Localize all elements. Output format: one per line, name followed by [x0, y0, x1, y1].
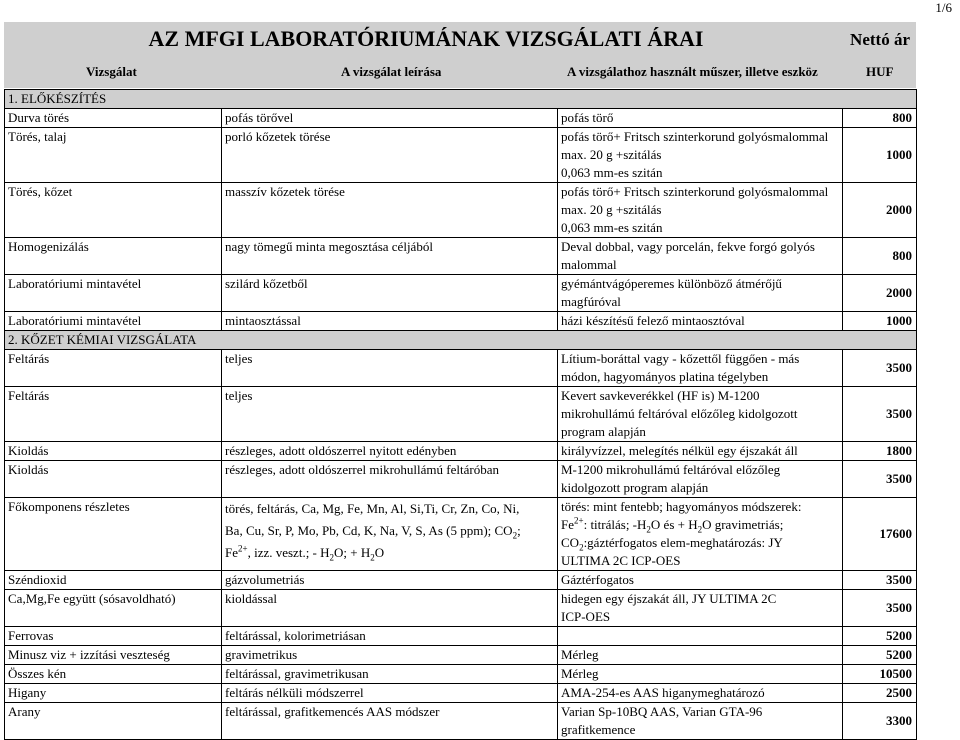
- price-cell: 1000: [843, 312, 917, 331]
- instrument-cell: [558, 571, 843, 590]
- description-cell: masszív kőzetek törése: [222, 183, 558, 238]
- price-cell: 800: [843, 109, 917, 128]
- instrument-line: [561, 516, 839, 534]
- text: CO: [561, 535, 580, 550]
- instrument-line: pofás törő+ Fritsch szinterkorund golyósmalommal: [561, 184, 829, 199]
- description-cell: feltárással, grafitkemencés AAS módszer: [222, 703, 558, 740]
- instrument-cell: [558, 665, 843, 684]
- instrument-cell: [558, 442, 843, 461]
- instrument-cell: [558, 387, 843, 442]
- instrument-line: 0,063 mm-es szitán: [561, 220, 663, 235]
- subscript: 2: [329, 552, 335, 563]
- page-title: AZ MFGI LABORATÓRIUMÁNAK VIZSGÁLATI ÁRAI: [148, 26, 704, 51]
- instrument-line: Gáztérfogatos: [561, 572, 634, 587]
- table-row: [5, 275, 917, 312]
- table-row: [5, 627, 917, 646]
- subscript: 2: [512, 530, 518, 541]
- description-line: [225, 542, 554, 564]
- price-cell: 2500: [843, 684, 917, 703]
- text: Fe: [561, 517, 574, 532]
- table-row: [5, 442, 917, 461]
- instrument-line: pofás törő: [561, 110, 614, 125]
- description-cell: részleges, adott oldószerrel nyitott edényben: [222, 442, 558, 461]
- instrument-cell: [558, 128, 843, 183]
- description-cell: feltárással, gravimetrikusan: [222, 665, 558, 684]
- subscript: 2: [646, 524, 651, 535]
- price-cell: 5200: [843, 627, 917, 646]
- description-cell: szilárd kőzetből: [222, 275, 558, 312]
- table-row: [5, 109, 917, 128]
- description-cell: feltárás nélküli módszerrel: [222, 684, 558, 703]
- price-cell: 5200: [843, 646, 917, 665]
- instrument-cell: [558, 238, 843, 275]
- description-cell: teljes: [222, 387, 558, 442]
- instrument-line: M-1200 mikrohullámú feltáróval előzőleg: [561, 462, 781, 477]
- text: Fe: [225, 545, 238, 560]
- instrument-line: házi készítésű felező mintaosztóval: [561, 313, 745, 328]
- test-name-cell: Széndioxid: [5, 571, 222, 590]
- instrument-line: királyvízzel, melegítés nélkül egy éjszakát áll: [561, 443, 798, 458]
- subscript: 2: [579, 542, 584, 553]
- description-cell: részleges, adott oldószerrel mikrohullámú feltáróban: [222, 461, 558, 498]
- test-name-cell: Feltárás: [5, 387, 222, 442]
- instrument-line: [561, 534, 839, 552]
- test-name-cell: Ferrovas: [5, 627, 222, 646]
- description-line: [225, 520, 554, 542]
- instrument-line: mikrohullámú feltáróval előzőleg kidolgozott: [561, 406, 798, 421]
- instrument-line: hidegen egy éjszakát áll, JY ULTIMA 2C: [561, 591, 777, 606]
- table-row: [5, 128, 917, 183]
- netto-price-label: Nettó ár: [850, 30, 910, 49]
- test-name-cell: Arany: [5, 703, 222, 740]
- table-row: [5, 498, 917, 571]
- price-list-header: [4, 22, 916, 88]
- price-cell: 1000: [843, 128, 917, 183]
- text: O; + H: [334, 545, 371, 560]
- instrument-line: Lítium-boráttal vagy - kőzettől függően - más: [561, 351, 800, 366]
- instrument-line: Deval dobbal, vagy porcelán, fekve forgó golyós: [561, 239, 815, 254]
- text: : titrálás; -H: [583, 517, 647, 532]
- instrument-cell: [558, 627, 843, 646]
- description-cell: teljes: [222, 350, 558, 387]
- instrument-line: 0,063 mm-es szitán: [561, 165, 663, 180]
- table-row: [5, 571, 917, 590]
- table-row: [5, 350, 917, 387]
- instrument-line: max. 20 g +szitálás: [561, 147, 662, 162]
- text: Ba, Cu, Sr, P, Mo, Pb, Cd, K, Na, V, S, As (5 ppm); CO: [225, 523, 513, 538]
- text: O és + H: [650, 517, 698, 532]
- instrument-cell: [558, 498, 843, 571]
- instrument-line: Kevert savkeverékkel (HF is) M-1200: [561, 388, 760, 403]
- test-name-cell: Homogenizálás: [5, 238, 222, 275]
- section2-title: 2. KŐZET KÉMIAI VIZSGÁLATA: [5, 331, 917, 350]
- instrument-line: Mérleg: [561, 647, 599, 662]
- instrument-cell: [558, 312, 843, 331]
- instrument-line: max. 20 g +szitálás: [561, 202, 662, 217]
- instrument-cell: [558, 684, 843, 703]
- superscript: 2+: [238, 543, 248, 554]
- test-name-cell: Törés, kőzet: [5, 183, 222, 238]
- col-header-muszer: A vizsgálathoz használt műszer, illetve eszköz: [567, 64, 818, 79]
- table-row: [5, 461, 917, 498]
- description-cell: mintaosztással: [222, 312, 558, 331]
- table-row: [5, 312, 917, 331]
- section1-title: 1. ELŐKÉSZÍTÉS: [5, 90, 917, 109]
- table-row: [5, 387, 917, 442]
- instrument-line: módon, hagyományos platina tégelyben: [561, 369, 769, 384]
- subscript: 2: [370, 552, 375, 563]
- text: :gáztérfogatos elem-meghatározás: JY: [583, 535, 783, 550]
- text: , izz. veszt.; - H: [247, 545, 330, 560]
- instrument-line: grafitkemence: [561, 722, 636, 737]
- instrument-cell: [558, 350, 843, 387]
- instrument-cell: [558, 646, 843, 665]
- text: ;: [517, 523, 521, 538]
- price-cell: 2000: [843, 275, 917, 312]
- test-name-cell: Durva törés: [5, 109, 222, 128]
- instrument-line: pofás törő+ Fritsch szinterkorund golyósmalommal: [561, 129, 829, 144]
- price-cell: 3500: [843, 461, 917, 498]
- instrument-line: ICP-OES: [561, 609, 611, 624]
- instrument-line: törés: mint fentebb; hagyományos módszerek:: [561, 499, 802, 514]
- test-name-cell: Feltárás: [5, 350, 222, 387]
- test-name-cell: Higany: [5, 684, 222, 703]
- price-cell: 3500: [843, 387, 917, 442]
- description-cell: kioldással: [222, 590, 558, 627]
- table-row: [5, 590, 917, 627]
- price-cell: 800: [843, 238, 917, 275]
- instrument-cell: [558, 590, 843, 627]
- subscript: 2: [697, 524, 703, 535]
- price-cell: 3500: [843, 571, 917, 590]
- table-row: [5, 684, 917, 703]
- price-cell: 2000: [843, 183, 917, 238]
- price-cell: 3500: [843, 350, 917, 387]
- col-header-huf: HUF: [866, 64, 894, 79]
- price-cell: 10500: [843, 665, 917, 684]
- instrument-cell: [558, 183, 843, 238]
- col-header-leiras: A vizsgálat leírása: [341, 64, 442, 79]
- section1-table: [4, 89, 917, 331]
- instrument-line: kidolgozott program alapján: [561, 480, 709, 495]
- price-cell: 1800: [843, 442, 917, 461]
- test-name-cell: Laboratóriumi mintavétel: [5, 312, 222, 331]
- description-cell: porló kőzetek törése: [222, 128, 558, 183]
- table-row: [5, 238, 917, 275]
- description-cell: [222, 498, 558, 571]
- instrument-line: gyémántvágóperemes különböző átmérőjű: [561, 276, 782, 291]
- instrument-line: malommal: [561, 257, 617, 272]
- table-row: [5, 665, 917, 684]
- test-name-cell: Minusz viz + izzítási veszteség: [5, 646, 222, 665]
- instrument-cell: [558, 703, 843, 740]
- price-cell: 3500: [843, 590, 917, 627]
- table-row: [5, 646, 917, 665]
- page-number: 1/6: [935, 0, 952, 15]
- description-line: törés, feltárás, Ca, Mg, Fe, Mn, Al, Si,Ti, Cr, Zn, Co, Ni,: [225, 501, 520, 516]
- instrument-cell: [558, 109, 843, 128]
- instrument-line: ULTIMA 2C ICP-OES: [561, 553, 681, 568]
- instrument-line: Varian Sp-10BQ AAS, Varian GTA-96: [561, 704, 763, 719]
- test-name-cell: Főkomponens részletes: [5, 498, 222, 571]
- instrument-line: AMA-254-es AAS higanymeghatározó: [561, 685, 765, 700]
- description-cell: gázvolumetriás: [222, 571, 558, 590]
- description-cell: feltárással, kolorimetriásan: [222, 627, 558, 646]
- test-name-cell: Laboratóriumi mintavétel: [5, 275, 222, 312]
- section2-table: [4, 330, 917, 740]
- text: O: [374, 545, 385, 560]
- table-row: [5, 183, 917, 238]
- test-name-cell: Kioldás: [5, 442, 222, 461]
- test-name-cell: Összes kén: [5, 665, 222, 684]
- col-header-vizsgalat: Vizsgálat: [86, 64, 137, 79]
- instrument-line: Mérleg: [561, 666, 599, 681]
- instrument-cell: [558, 275, 843, 312]
- test-name-cell: Kioldás: [5, 461, 222, 498]
- instrument-line: magfúróval: [561, 294, 621, 309]
- price-cell: 3300: [843, 703, 917, 740]
- price-cell: 17600: [843, 498, 917, 571]
- text: O gravimetriás;: [702, 517, 784, 532]
- test-name-cell: Törés, talaj: [5, 128, 222, 183]
- superscript: 2+: [574, 515, 584, 526]
- description-cell: nagy tömegű minta megosztása céljából: [222, 238, 558, 275]
- test-name-cell: Ca,Mg,Fe együtt (sósavoldható): [5, 590, 222, 627]
- instrument-cell: [558, 461, 843, 498]
- description-cell: gravimetrikus: [222, 646, 558, 665]
- instrument-line: program alapján: [561, 424, 646, 439]
- table-row: [5, 703, 917, 740]
- description-cell: pofás törővel: [222, 109, 558, 128]
